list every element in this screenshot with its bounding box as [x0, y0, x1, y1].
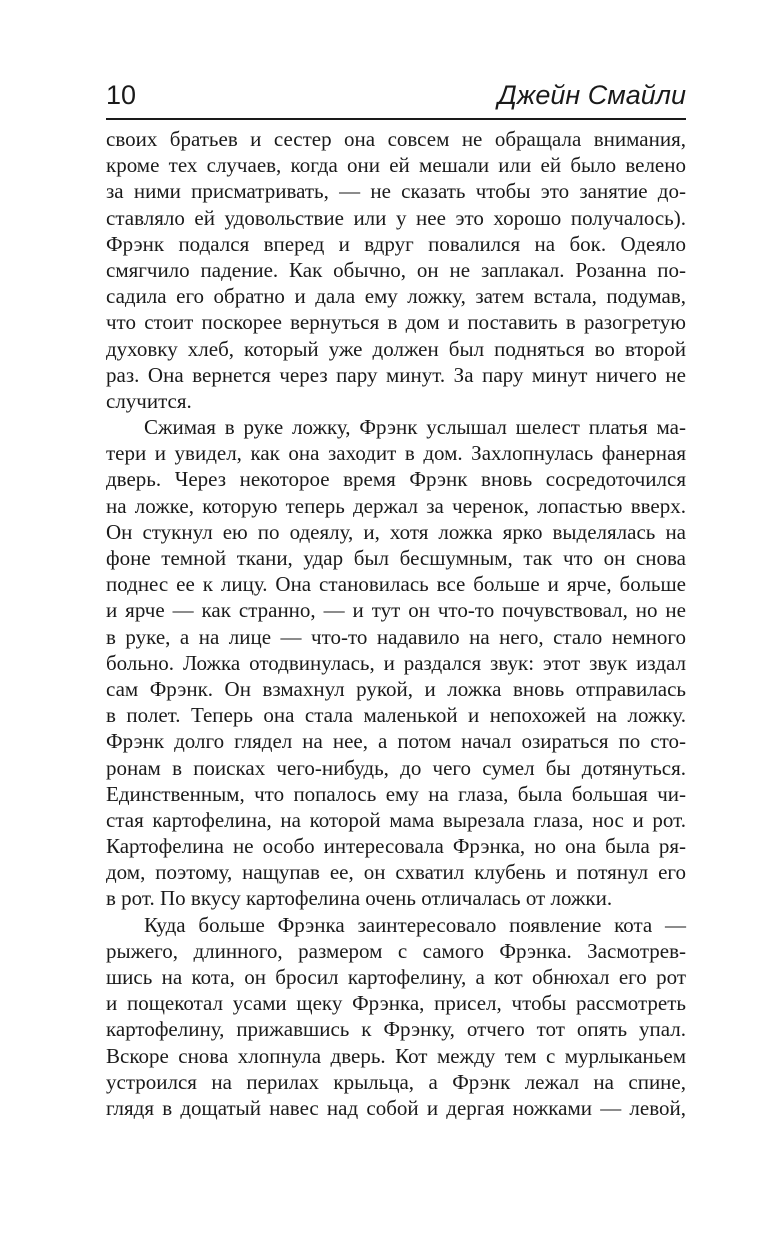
text-line: тери и увидел, как она заходит в дом. Захлопнулась фанерная — [106, 441, 686, 466]
paragraph — [106, 414, 686, 912]
text-line: устроился на перилах крыльца, а Фрэнк лежал на спине, — [106, 1069, 686, 1094]
text-line: кроме тех случаев, когда они ей мешали или ей было велено — [106, 153, 686, 178]
text-line: стая картофелина, на которой мама вырезала глаза, нос и рот. — [106, 807, 686, 832]
text-line: Картофелина не особо интересовала Фрэнка, но она была ря- — [106, 834, 686, 859]
paragraph — [106, 912, 686, 1122]
text-line: в рот. По вкусу картофелина очень отличалась от ложки. — [106, 886, 613, 911]
header-rule — [106, 118, 686, 120]
text-line: садила его обратно и дала ему ложку, затем встала, подумав, — [106, 284, 686, 309]
paragraph — [106, 126, 686, 414]
text-line: и ярче — как странно, — и тут он что-то почувствовал, но не — [106, 598, 686, 623]
text-line: Он стукнул ею по одеялу, и, хотя ложка ярко выделялась на — [106, 519, 686, 544]
text-line: смягчило падение. Как обычно, он не заплакал. Розанна по- — [106, 257, 686, 282]
text-line: раз. Она вернется через пару минут. За пару минут ничего не — [106, 362, 686, 387]
text-line: больно. Ложка отодвинулась, и раздался звук: этот звук издал — [106, 650, 686, 675]
text-line: в руке, а на лице — что-то надавило на него, стало немного — [106, 624, 686, 649]
text-line: дверь. Через некоторое время Фрэнк вновь сосредоточился — [106, 467, 686, 492]
text-line: духовку хлеб, который уже должен был подняться во второй — [106, 336, 686, 361]
text-line: глядя в дощатый навес над собой и дергая ножками — левой, — [106, 1095, 686, 1120]
text-line: рыжего, длинного, размером с самого Фрэнка. Засмотрев- — [106, 938, 686, 963]
text-line: за ними присматривать, — не сказать чтобы это занятие до- — [106, 179, 686, 204]
text-line: Вскоре снова хлопнула дверь. Кот между тем с мурлыканьем — [106, 1043, 686, 1068]
text-line: шись на кота, он бросил картофелину, а кот обнюхал его рот — [106, 965, 686, 989]
text-line: в полет. Теперь она стала маленькой и непохожей на ложку. — [106, 703, 686, 728]
running-head — [106, 74, 686, 114]
text-line: ставляло ей удовольствие или у нее это хорошо получалось). — [106, 205, 686, 230]
text-line: фоне темной ткани, удар был бесшумным, так что он снова — [106, 546, 686, 570]
body-text — [106, 126, 686, 1121]
text-line: Сжимая в руке ложку, Фрэнк услышал шелест платья ма- — [144, 415, 686, 440]
text-line: Единственным, что попалось ему на глаза, была большая чи- — [106, 781, 686, 806]
text-line: на ложке, которую теперь держал за черенок, лопастью вверх. — [106, 493, 686, 518]
text-line: Фрэнк подался вперед и вдруг повалился на бок. Одеяло — [106, 231, 686, 256]
text-line: своих братьев и сестер она совсем не обращала внимания, — [106, 127, 686, 151]
text-line: поднес ее к лицу. Она становилась все больше и ярче, больше — [106, 572, 686, 597]
text-line: случится. — [106, 388, 192, 413]
page-number: 10 — [106, 80, 137, 110]
text-line: и пощекотал усами щеку Фрэнка, присел, чтобы рассмотреть — [106, 991, 686, 1016]
text-line: сам Фрэнк. Он взмахнул рукой, и ложка вновь отправилась — [106, 676, 686, 701]
text-line: что стоит поскорее вернуться в дом и поставить в разогретую — [106, 310, 686, 335]
running-title: Джейн Смайли — [497, 80, 686, 110]
text-line: Фрэнк долго глядел на нее, а потом начал озираться по сто- — [106, 729, 686, 754]
text-line: ронам в поисках чего-нибудь, до чего сумел бы дотянуться. — [106, 755, 686, 780]
text-line: дом, поэтому, нащупав ее, он схватил клубень и потянул его — [106, 860, 686, 885]
text-line: картофелину, прижавшись к Фрэнку, отчего тот опять упал. — [106, 1017, 686, 1042]
text-line: Куда больше Фрэнка заинтересовало появление кота — — [144, 912, 686, 937]
